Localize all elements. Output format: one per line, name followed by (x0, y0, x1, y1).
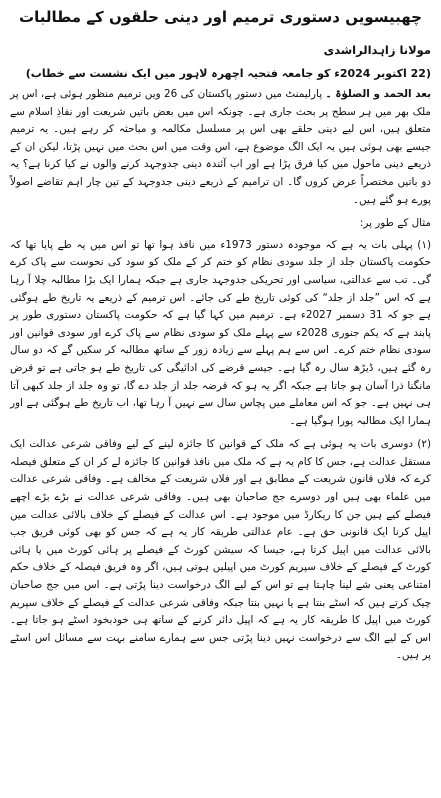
article-author: مولانا زاہدالراشدی (323, 43, 431, 57)
point-2-paragraph: (۲) دوسری بات یہ ہوئی ہے کہ ملک کے قوانین کا جائزہ لینے کے لیے وفاقی شرعی عدالت ایک مستقل عدالت ہے، جس کا کام یہ ہے کہ ملک میں نافذ قوانین کا جائزہ لے کر ان کے متعلق فیصلہ کرے کہ فلاں قانون شریعت کے مطابق ہے اور فلاں شریعت کے مخالف ہے۔ وفاقی شرعی عدالت میں علماء بھی ہیں اور دوسرے جج صاحبان بھی ہیں۔ وفاقی شرعی عدالت نے بڑے بڑے اچھے فیصلے کیے ہیں جن کا ریکارڈ میں موجود ہے۔ اس عدالت کے فیصلے کے خلاف بالائی عدالت میں اپیل کرنا ایک قانونی حق ہے۔ عام عدالتی طریقہ کار یہ ہے کہ جس کو بھی کوئی فریق جب بالائی عدالت میں اپیل کرتا ہے، جیسا کہ سیشن کورٹ کے فیصلے پر ہائی کورٹ میں یا ہائی کورٹ کے فیصلے کے خلاف سپریم کورٹ میں اپیلیں ہوتی ہیں، اگر وہ فریق فیصلہ کے خلاف حکم امتناعی یعنی شے لینا چاہتا ہے تو اس کے لیے الگ درخواست دینا پڑتی ہے۔ اس میں جج صاحبان چیک کرتے ہیں کہ اسٹے بنتا ہے یا نہیں بنتا جبکہ وفاقی شرعی عدالت کے فیصلے کے خلاف سپریم کورٹ میں اپیل کا طریقہ کار یہ ہے کہ اپیل دائر کرنے کے ساتھ ہی خودبخود اسٹے ہو جاتا ہے۔ اس کے لیے الگ سے درخواست نہیں دینا پڑتی جس سے ہمارے سامنے بہت سے مسائل اس اسٹے پر ہیں۔ (10, 438, 431, 662)
point-1-paragraph: (۱) پہلی بات یہ ہے کہ موجودہ دستور 1973ء میں نافذ ہوا تھا تو اس میں یہ طے پایا تھا کہ حکومت پاکستان جلد از جلد سودی نظام کو ختم کر کے ملک کو سود کی نحوست سے پاک کرے گی۔ تب سے عدالتی، سیاسی اور تحریکی جدوجہد جاری ہے جبکہ ہمارا ایک بڑا مطالبہ چلا آ رہا ہے کہ اس ”جلد از جلد“ کی کوئی تاریخ طے کی جائے۔ اس ترمیم کے ذریعے یہ تاریخ طے ہوگئی ہے جو کہ 31 دسمبر 2027ء ہے۔ ترمیم میں کہا گیا ہے کہ حکومت پاکستان دستوری طور پر پابند ہے کہ یکم جنوری 2028ء سے پہلے ملک کو سودی نظام سے پاک کرے اور سودی قوانین اور سودی نظام ختم کرے۔ اس سے ہم پہلے سے زیادہ زور کے ساتھ مطالبہ کر سکیں گے کہ دو سال رہ گئے ہیں، ڈیڑھ سال رہ گیا ہے۔ جیسے قرضے کی ادائیگی کی تاریخ طے ہو جاتی ہے تو قرض مانگنا ذرا آسان ہو جاتا ہے جبکہ اگر یہ ہو کہ قرضہ جلد از جلد دے گا، تو وہ جلد از جلد کبھی آتا ہی نہیں ہے۔ جو کہ اس معاملے میں پچاس سال سے نہیں آ رہا تھا، اب تاریخ طے ہوگئی ہے اور ہمارا ایک مطالبہ پورا ہوگیا ہے۔ (10, 238, 432, 427)
intro-lead: بعد الحمد و الصلوٰۃ ۔ (325, 88, 431, 100)
article-subtitle: (22 اکتوبر 2024ء کو جامعہ فتحیہ اچھرہ لاہور میں ایک نشست سے خطاب) (25, 67, 431, 80)
example-label: مثال کے طور پر: (359, 217, 431, 230)
intro-paragraph (10, 86, 431, 209)
article-title: چھبیسویں دستوری ترمیم اور دینی حلقوں کے مطالبات (19, 8, 422, 26)
intro-text: پارلیمنٹ میں دستور پاکستان کی 26 ویں ترمیم منظور ہوئی ہے، اس پر ملک بھر میں ہر سطح پر بحث جاری ہے۔ چونکہ اس میں بعض باتیں شریعت اور نفاذِ اسلام سے متعلق ہیں، اس لیے دینی حلقے بھی اس پر مسلسل مکالمہ و مباحثہ کر رہے ہیں۔ یہ ترمیم جیسے بھی ہوئی ہیں یہ ایک الگ موضوع ہے، اس وقت میں اس بحث میں نہیں پڑتا، لیکن ان کے ذریعے دینی ماحول میں کیا فرق پڑا ہے اور اب آئندہ دینی جدوجہد کرنے والوں نے کیا کرنا ہے؟ یہ دو باتیں مختصراً عرض کروں گا۔ ان ترامیم کے ذریعے دینی جدوجہد کے تین چار اہم تقاضے اصولاً پورے ہو گئے ہیں۔ (10, 88, 431, 206)
